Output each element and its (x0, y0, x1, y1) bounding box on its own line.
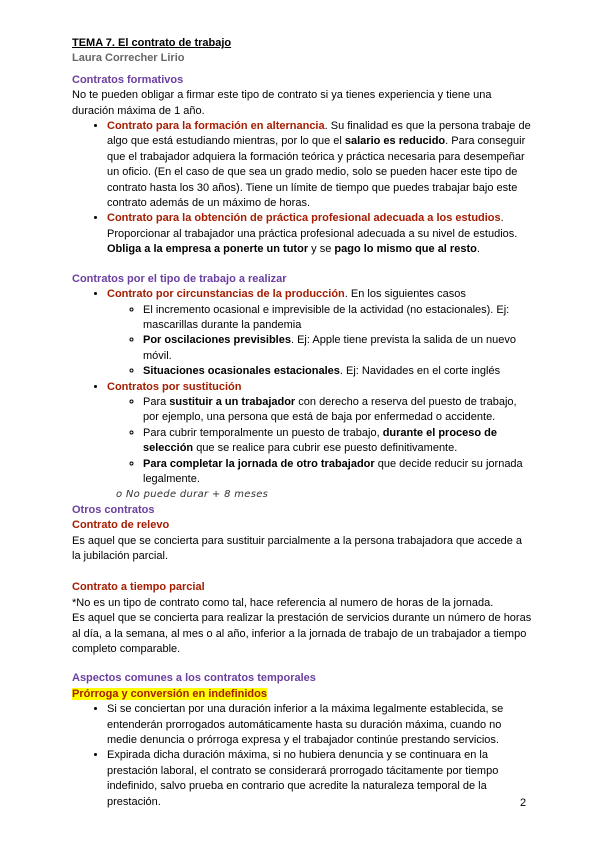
list-item: ◦ Para sustituir a un trabajador con derecho a reserva del puesto de trabajo, por ejemplo, una persona que está de baja por enfermedad o accidente. (143, 395, 532, 426)
list-item: ◦ Situaciones ocasionales estacionales. Ej: Navidades en el corte inglés (143, 364, 532, 379)
tipo-list (72, 287, 532, 487)
parcial-note: *No es un tipo de contrato como tal, hace referencia al numero de horas de la jornada. (72, 596, 494, 609)
prorroga-subheading: Prórroga y conversión en indefinidos (72, 687, 267, 700)
section-heading-otros: Otros contratos (72, 503, 155, 516)
list-item: • Expirada dicha duración máxima, si no hubiera denuncia y se continuara en la prestación laboral, el contrato se considerará prorrogado tácitamente por tiempo indefinido, salvo prueba en contrario que acredite la naturaleza temporal de la prestación. (107, 748, 532, 810)
produccion-sublist (107, 303, 532, 380)
comunes-list (72, 702, 532, 810)
list-item: • Si se conciertan por una duración inferior a la máxima legalmente establecida, se entenderán prorrogados automáticamente hasta su duración máxima, cuando no medie denuncia o prórroga expresa y el trabajador continúe prestando servicios. (107, 702, 532, 748)
list-item: • Contrato para la obtención de práctica profesional adecuada a los estudios. Proporcionar al trabajador una práctica profesional adecuada a su nivel de estudios. Obliga a la empresa a ponerte un tutor y se pago lo mismo que al resto. (107, 211, 532, 257)
list-item: ◦ Para completar la jornada de otro trabajador que decide reducir su jornada legalmente. (143, 457, 532, 488)
relevo-text: Es aquel que se concierta para sustituir parcialmente a la persona trabajadora que accede a la jubilación parcial. (72, 534, 523, 562)
parcial-text: Es aquel que se concierta para realizar la prestación de servicios durante un número de horas al día, a la semana, al mes o al año, inferior a la jornada de trabajo de un trabajador a tiempo completo comparable. (72, 612, 532, 656)
list-item: ◦ El incremento ocasional e imprevisible de la actividad (no estacionales). Ej: mascarillas durante la pandemia (143, 303, 532, 334)
document-page (72, 36, 532, 810)
section-heading-tipo: Contratos por el tipo de trabajo a realizar (72, 272, 287, 285)
parcial-title: Contrato a tiempo parcial (72, 581, 205, 594)
section-heading-formativos: Contratos formativos (72, 73, 184, 86)
list-item: • Contrato por circunstancias de la producción. En los siguientes casos ◦ El incremento ocasional e imprevisible de la actividad (no estacionales). Ej: mascarillas durante la pandemia ◦ Por oscilaciones previsibles. Ej: Apple tiene prevista la salida de un nuevo móvil. ◦ Situaciones ocasionales estacionales. Ej: Navidades en el corte inglés (107, 287, 532, 379)
list-item: • Contrato para la formación en alternancia. Su finalidad es que la persona trabaje de algo que está estudiando mientras, por lo que el salario es reducido. Para conseguir que el trabajador adquiera la formación teórica y práctica necesaria para desempeñar un oficio. (En el caso de que sea un grado medio, solo se pueden hacer este tipo de contrato hasta los 30 años). Tiene un límite de tiempo que puedes trabajar bajo este contrato además de un máximo de horas. (107, 119, 532, 211)
relevo-title: Contrato de relevo (72, 519, 170, 532)
list-item: ◦ Para cubrir temporalmente un puesto de trabajo, durante el proceso de selección que se realice para cubrir ese puesto definitivamente. (143, 426, 532, 457)
list-item: ◦ Por oscilaciones previsibles. Ej: Apple tiene prevista la salida de un nuevo móvil. (143, 333, 532, 364)
document-title: TEMA 7. El contrato de trabajo (72, 37, 232, 49)
formativos-list (72, 119, 532, 258)
page-number: 2 (520, 797, 527, 809)
sustitucion-sublist (107, 395, 532, 487)
formativos-intro: No te pueden obligar a firmar este tipo de contrato si ya tienes experiencia y tiene una duración máxima de 1 año. (72, 89, 492, 117)
section-heading-comunes: Aspectos comunes a los contratos temporales (72, 672, 316, 685)
handwritten-note: o No puede durar + 8 meses (116, 489, 269, 501)
author-name: Laura Correcher Lirio (72, 52, 185, 65)
list-item: • Contratos por sustitución ◦ Para sustituir a un trabajador con derecho a reserva del puesto de trabajo, por ejemplo, una persona que está de baja por enfermedad o accidente. ◦ Para cubrir temporalmente un puesto de trabajo, durante el proceso de selección que se realice para cubrir ese puesto definitivamente. ◦ Para completar la jornada de otro trabajador que decide reducir su jornada legalmente. (107, 380, 532, 488)
